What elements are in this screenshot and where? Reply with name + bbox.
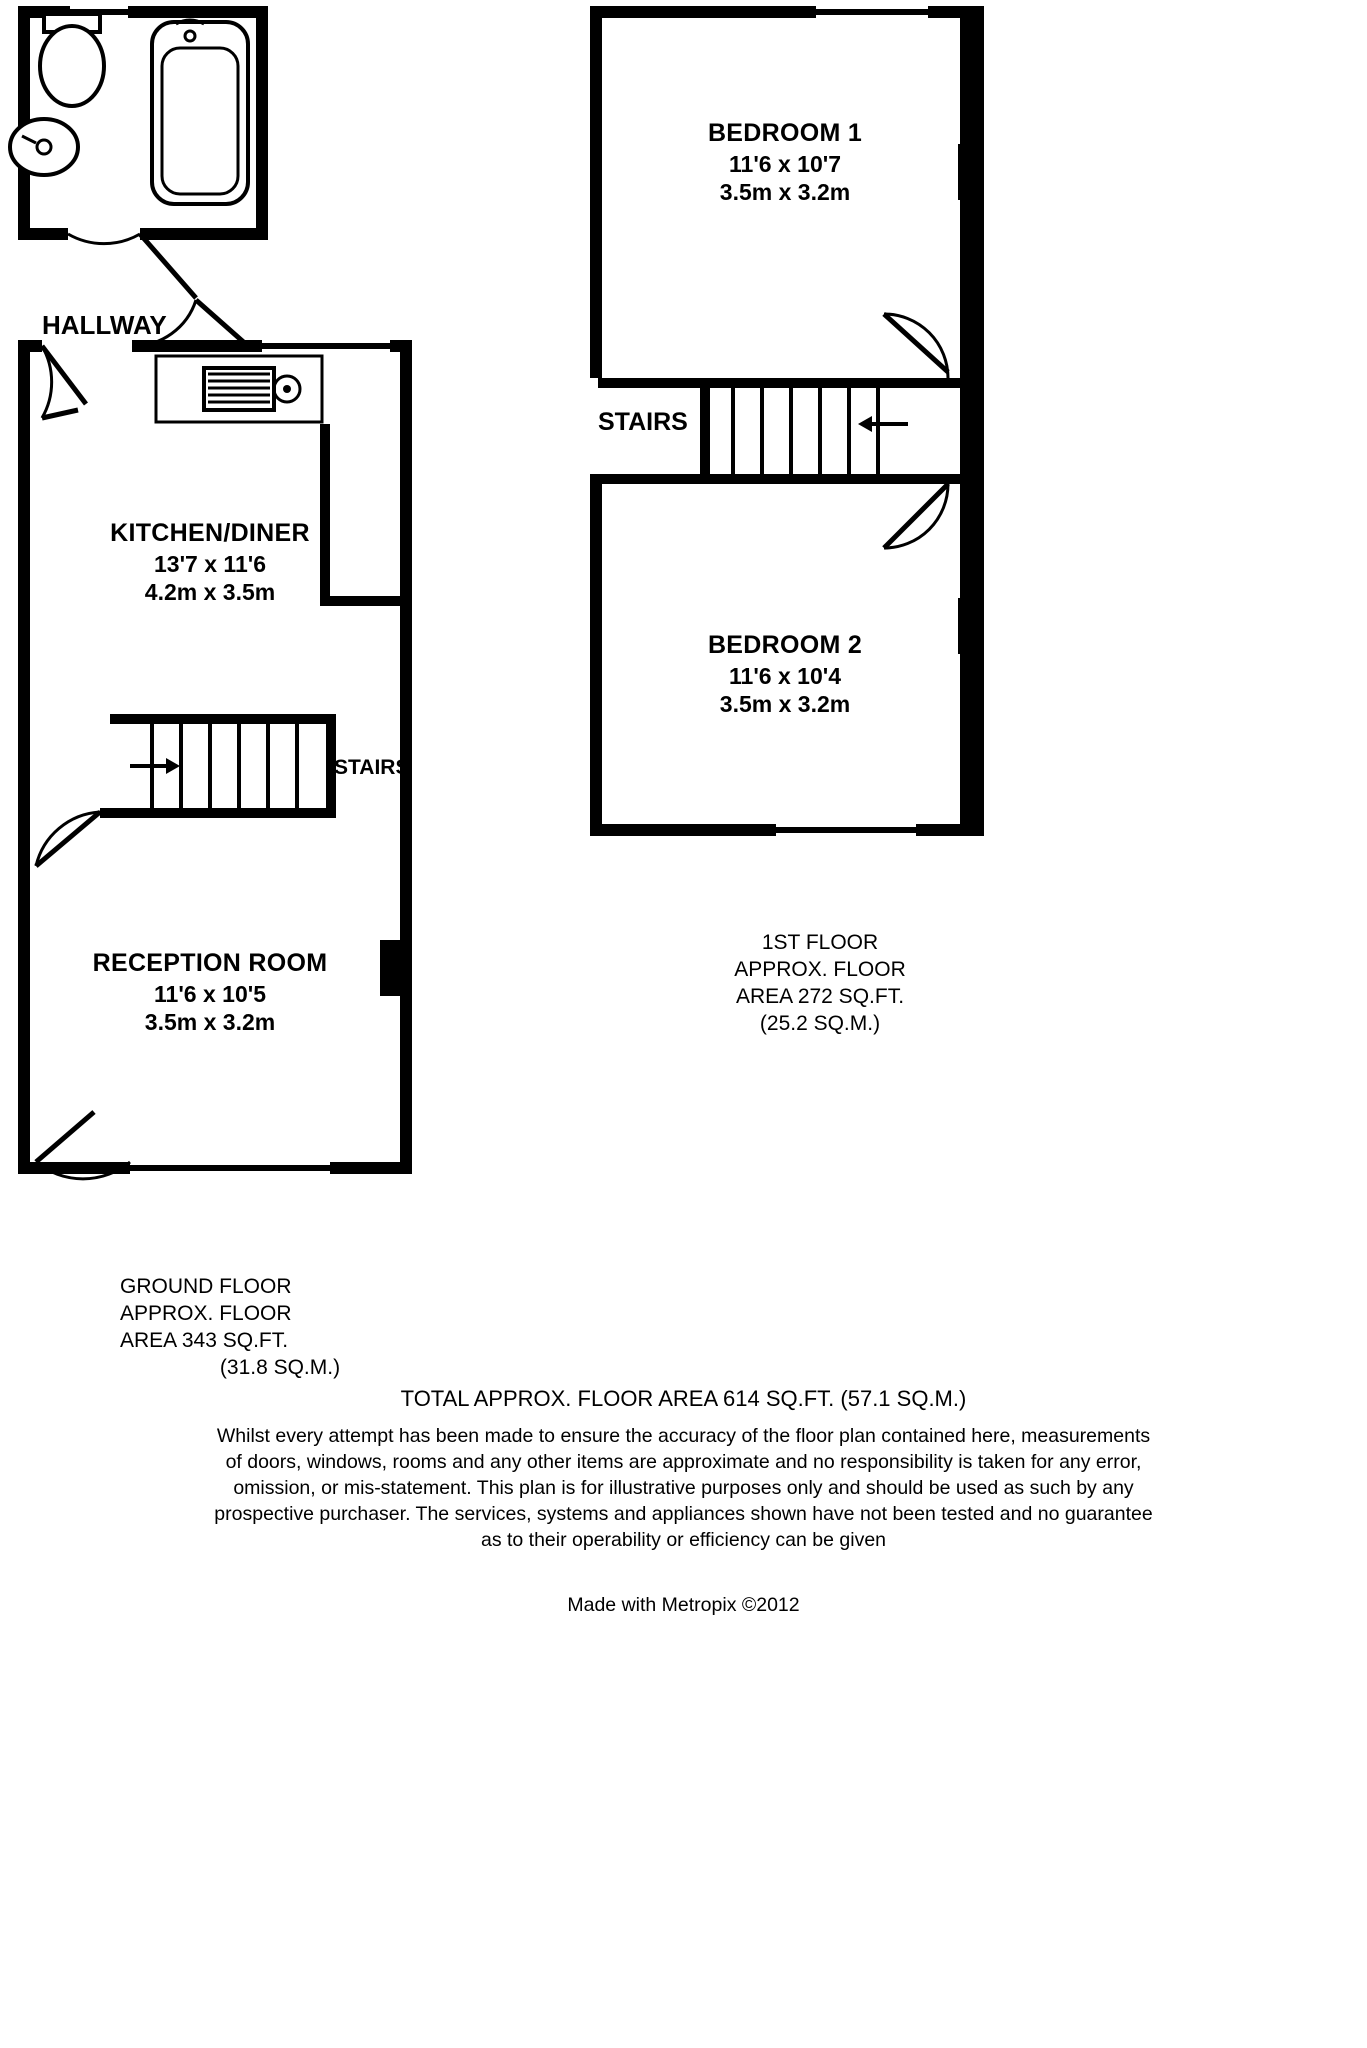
gf-kitchen-window-top xyxy=(262,343,390,349)
gf-summary-line-1: GROUND FLOOR xyxy=(120,1275,292,1298)
gf-reception-window-bottom xyxy=(130,1165,330,1171)
bathroom-door-arc xyxy=(68,234,196,298)
ff-outer-wall-top-left xyxy=(590,6,816,18)
gf-bathroom-wall-right xyxy=(256,6,268,240)
room-label-reception-room xyxy=(40,948,380,1037)
bedroom2-metric-text: 3.5m x 3.2m xyxy=(719,691,851,718)
kitchen-metric-text: 4.2m x 3.5m xyxy=(144,579,276,606)
stairs-ground-text: STAIRS xyxy=(334,756,410,779)
total-floor-area xyxy=(0,1386,1367,1412)
disclaimer-line-2: of doors, windows, rooms and any other items are approximate and no responsibility is taken for any error, xyxy=(225,1450,1142,1473)
gf-outer-wall-right-pillar xyxy=(380,940,412,996)
gf-outer-wall-bottom-right xyxy=(330,1162,412,1174)
gf-stairs-wall-bottom xyxy=(100,808,336,818)
gf-bathroom-wall-left xyxy=(18,6,30,240)
ff-outer-wall-right-top xyxy=(960,6,984,144)
bedroom2-label-text: BEDROOM 2 xyxy=(707,631,863,659)
ff-summary-line-4: (25.2 SQ.M.) xyxy=(759,1011,881,1035)
kitchen-label-text: KITCHEN/DINER xyxy=(110,519,310,547)
first-floor-area-summary xyxy=(660,930,980,1038)
bedroom1-imperial-text: 11'6 x 10'7 xyxy=(729,150,841,177)
gf-hallway-wall-top-mid xyxy=(132,340,262,352)
room-label-bedroom-2 xyxy=(630,630,940,719)
hallway-label-text: HALLWAY xyxy=(42,310,167,340)
bedroom1-label-text: BEDROOM 1 xyxy=(707,119,863,147)
bedroom2-door-arc xyxy=(884,484,948,548)
toilet-icon xyxy=(40,14,104,106)
ff-outer-wall-right-pillar-1 xyxy=(958,144,984,200)
gf-outer-wall-bottom-left xyxy=(18,1162,130,1174)
ff-stairs-wall-bottom xyxy=(598,474,960,484)
ff-outer-wall-bottom-left xyxy=(590,824,776,836)
ff-bedroom1-window-top xyxy=(816,9,928,15)
gf-summary-line-2: APPROX. FLOOR xyxy=(120,1301,292,1325)
total-floor-area-text: TOTAL APPROX. FLOOR AREA 614 SQ.FT. (57.1 SQ.M.) xyxy=(400,1386,967,1411)
hallway-door-arc-front xyxy=(42,346,86,418)
ff-outer-wall-right-bottom xyxy=(960,654,984,836)
first-floor-stairs xyxy=(733,388,908,474)
disclaimer-line-4: prospective purchaser. The services, systems and appliances shown have not been tested and no guarantee xyxy=(214,1502,1153,1525)
ff-summary-line-1: 1ST FLOOR xyxy=(761,931,879,954)
gf-bathroom-wall-top-right xyxy=(128,6,268,18)
stairs-first-text: STAIRS xyxy=(598,408,688,436)
gf-summary-line-4: (31.8 SQ.M.) xyxy=(219,1355,341,1379)
ff-stairs-wall-left xyxy=(700,378,710,484)
bedroom1-door-arc xyxy=(884,314,948,378)
room-label-hallway xyxy=(42,310,167,341)
gf-bathroom-wall-bottom-right xyxy=(140,228,268,240)
ff-outer-wall-right-mid xyxy=(960,200,984,598)
bedroom2-imperial-text: 11'6 x 10'4 xyxy=(729,662,841,689)
gf-bathroom-window-top xyxy=(70,9,128,15)
gf-outer-wall-right-lower xyxy=(400,996,412,1174)
disclaimer xyxy=(0,1424,1367,1554)
bedroom1-metric-text: 3.5m x 3.2m xyxy=(719,179,851,206)
gf-stairs-wall-top xyxy=(110,714,336,724)
disclaimer-line-1: Whilst every attempt has been made to ensure the accuracy of the floor plan contained here, measurements xyxy=(216,1425,1151,1447)
bath-icon xyxy=(152,20,248,204)
made-with-credit xyxy=(0,1594,1367,1617)
ff-outer-wall-bottom-right xyxy=(916,824,984,836)
reception-imperial-text: 11'6 x 10'5 xyxy=(154,980,266,1007)
ff-outer-wall-right-pillar-2 xyxy=(958,598,984,654)
ff-summary-line-3: AREA 272 SQ.FT. xyxy=(735,984,905,1008)
ff-summary-line-2: APPROX. FLOOR xyxy=(734,957,906,981)
ff-outer-wall-left-upper xyxy=(590,6,602,378)
made-with-text: Made with Metropix ©2012 xyxy=(567,1594,800,1616)
gf-summary-line-3: AREA 343 SQ.FT. xyxy=(120,1328,289,1352)
ground-floor-stairs xyxy=(130,724,297,808)
stairs-label-ground xyxy=(334,756,409,780)
kitchen-imperial-text: 13'7 x 11'6 xyxy=(154,550,266,577)
reception-label-text: RECEPTION ROOM xyxy=(92,949,328,977)
room-label-kitchen-diner xyxy=(60,518,360,607)
gf-outer-wall-left xyxy=(18,340,30,1174)
ff-stairs-wall-top xyxy=(598,378,960,388)
ff-bedroom2-window-bottom xyxy=(776,827,916,833)
gf-outer-wall-right-upper xyxy=(400,340,412,940)
stairs-label-first xyxy=(598,408,688,437)
kitchen-units-icon xyxy=(156,356,322,422)
disclaimer-line-5: as to their operability or efficiency can be given xyxy=(480,1528,887,1551)
gf-hallway-wall-top-left xyxy=(18,340,42,352)
gf-bathroom-wall-bottom-left xyxy=(18,228,68,240)
disclaimer-line-3: omission, or mis-statement. This plan is for illustrative purposes only and should be used as such by any xyxy=(233,1476,1134,1499)
reception-metric-text: 3.5m x 3.2m xyxy=(144,1009,276,1036)
ff-outer-wall-left-lower xyxy=(590,474,602,836)
ground-floor-area-summary xyxy=(120,1274,440,1382)
room-label-bedroom-1 xyxy=(630,118,940,207)
